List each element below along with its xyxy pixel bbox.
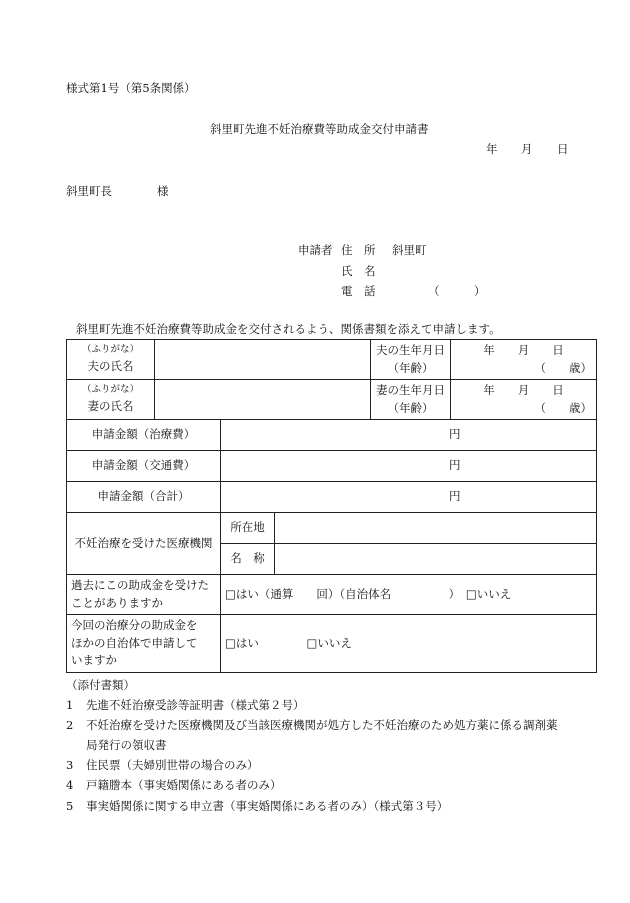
- amount-total-row: [67, 482, 597, 513]
- attachment-number: 3: [66, 758, 74, 772]
- husband-row: [67, 340, 597, 380]
- attachment-number: 5: [66, 799, 74, 813]
- attachment-number: 4: [66, 778, 74, 792]
- wife-birth-label: 妻の生年月日: [376, 382, 445, 397]
- amount-total-field[interactable]: [221, 482, 597, 513]
- attachments-header: （添付書類）: [66, 678, 135, 692]
- attachment-text: 先進不妊治療受診等証明書（様式第２号）: [86, 698, 305, 712]
- husband-birth-ymd: 年 月 日: [483, 342, 564, 357]
- attachment-text: 不妊治療を受けた医療機関及び当該医療機関が処方した不妊治療のため処方薬に係る調剤薬: [86, 718, 558, 732]
- wife-name-label-cell: [67, 380, 155, 420]
- wife-name-field[interactable]: [155, 380, 371, 420]
- wife-name-label: 妻の氏名: [87, 398, 134, 413]
- location-field[interactable]: [275, 513, 597, 544]
- attachment-number: 1: [66, 698, 74, 712]
- husband-name-label-cell: [67, 340, 155, 380]
- other-answer-cell: [221, 615, 597, 673]
- husband-birth-label: 夫の生年月日: [376, 342, 445, 357]
- date-year: 年: [486, 142, 498, 156]
- attachment-item-2-cont: 局発行の領収書: [86, 738, 167, 752]
- date-day: 日: [557, 142, 569, 156]
- phone-label: 電 話: [341, 284, 376, 298]
- amount-total-label: 申請金額（合計）: [67, 482, 221, 513]
- other-question-line3: いますか: [71, 653, 117, 668]
- attachment-item-5: [66, 798, 448, 814]
- institution-label: 不妊治療を受けた医療機関: [67, 513, 221, 575]
- past-answer-options[interactable]: □はい（通算 回）（自治体名 ） □いいえ: [225, 586, 512, 601]
- other-municipality-row: [67, 615, 597, 673]
- addressee-honorific: 様: [157, 184, 169, 198]
- attachment-item-3: [66, 757, 259, 773]
- amount-transport-yen: 円: [449, 458, 461, 473]
- amount-treatment-row: [67, 420, 597, 451]
- husband-birth-field[interactable]: [451, 340, 597, 380]
- other-question-line1: 今回の治療分の助成金を: [71, 617, 198, 632]
- institution-location-row: [67, 513, 597, 544]
- past-subsidy-row: [67, 575, 597, 615]
- husband-birth-label-cell: [371, 340, 451, 380]
- inst-name-label: 名 称: [221, 544, 275, 575]
- wife-birth-label-cell: [371, 380, 451, 420]
- intro-text: 斜里町先進不妊治療費等助成金を交付されるよう、関係書類を添えて申請します。: [76, 322, 501, 336]
- name-label: 氏 名: [341, 264, 376, 278]
- wife-age-value: （ 歳）: [534, 400, 592, 415]
- other-question-line2: ほかの自治体で申請して: [71, 635, 198, 650]
- wife-birth-ymd: 年 月 日: [483, 382, 564, 397]
- form-number: 様式第1号（第5条関係）: [66, 81, 196, 95]
- address-label: 住 所: [341, 243, 376, 257]
- attachment-item-1: [66, 697, 305, 713]
- husband-age-label: （年齢）: [387, 360, 434, 375]
- amount-transport-field[interactable]: [221, 451, 597, 482]
- form-title: 斜里町先進不妊治療費等助成金交付申請書: [210, 122, 429, 136]
- applicant-label: 申請者: [298, 243, 333, 257]
- amount-total-yen: 円: [449, 489, 461, 504]
- amount-treatment-field[interactable]: [221, 420, 597, 451]
- husband-name-label: 夫の氏名: [87, 358, 134, 373]
- application-table: [66, 339, 597, 673]
- attachment-text: 戸籍謄本（事実婚関係にある者のみ）: [86, 778, 282, 792]
- attachment-item-4: [66, 777, 282, 793]
- past-question-line2: ことがありますか: [71, 595, 163, 610]
- other-no-checkbox[interactable]: □いいえ: [306, 635, 352, 650]
- past-question-cell: [67, 575, 221, 615]
- attachment-text: 事実婚関係に関する申立書（事実婚関係にある者のみ）（様式第３号）: [86, 799, 449, 813]
- wife-birth-field[interactable]: [451, 380, 597, 420]
- attachment-item-2: [66, 717, 558, 733]
- other-question-cell: [67, 615, 221, 673]
- past-answer-cell[interactable]: [221, 575, 597, 615]
- wife-furigana-label: （ふりがな）: [81, 384, 139, 396]
- address-value: 斜里町: [392, 243, 427, 257]
- wife-age-label: （年齢）: [387, 400, 434, 415]
- past-question-line1: 過去にこの助成金を受けた: [71, 577, 209, 592]
- husband-name-field[interactable]: [155, 340, 371, 380]
- husband-age-value: （ 歳）: [534, 360, 592, 375]
- attachment-text: 住民票（夫婦別世帯の場合のみ）: [86, 758, 259, 772]
- husband-furigana-label: （ふりがな）: [81, 344, 139, 356]
- attachment-number: 2: [66, 718, 74, 732]
- other-yes-checkbox[interactable]: □はい: [225, 635, 259, 650]
- addressee-name: 斜里町長: [66, 184, 112, 198]
- wife-row: [67, 380, 597, 420]
- date-month: 月: [521, 142, 533, 156]
- amount-treatment-label: 申請金額（治療費）: [67, 420, 221, 451]
- amount-treatment-yen: 円: [449, 427, 461, 442]
- amount-transport-row: [67, 451, 597, 482]
- amount-transport-label: 申請金額（交通費）: [67, 451, 221, 482]
- inst-name-field[interactable]: [275, 544, 597, 575]
- phone-parens: （ ）: [428, 284, 486, 298]
- location-label: 所在地: [221, 513, 275, 544]
